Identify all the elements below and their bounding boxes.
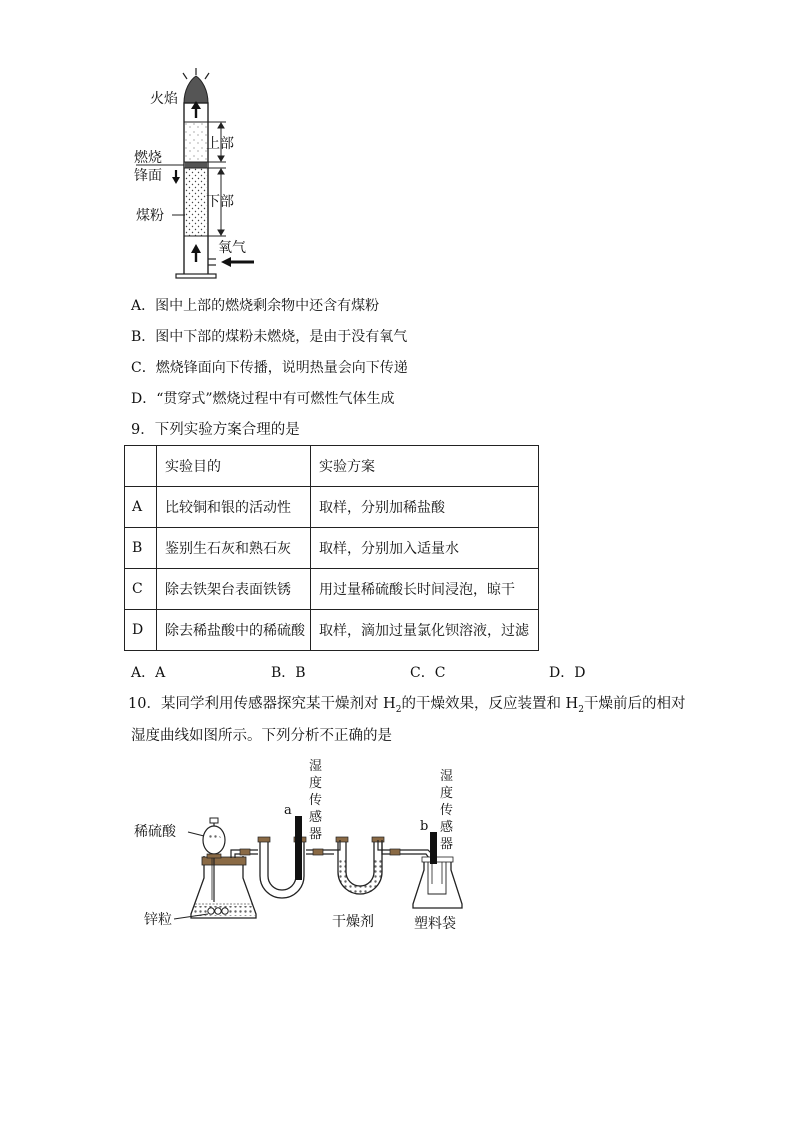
- sensor-a-char: 感: [309, 810, 323, 825]
- q10-stem-line2: 湿度曲线如图所示。下列分析不正确的是: [131, 728, 392, 744]
- sensor-b-char: 器: [440, 837, 454, 852]
- burning-front-band: [185, 162, 207, 168]
- table-cell: A: [125, 487, 157, 528]
- table-cell: 用过量稀硫酸长时间浸泡，晾干: [311, 569, 539, 610]
- q8-option-d: D．“贯穿式”燃烧过程中有可燃性气体生成: [131, 391, 395, 407]
- lower-label: 下部: [206, 194, 234, 210]
- q9-option-c: C．C: [410, 665, 446, 681]
- q9-experiment-table: [124, 445, 539, 651]
- table-header-cell: [125, 446, 157, 487]
- q10-stem-part2: 的干燥效果，反应装置和 H: [401, 696, 579, 712]
- table-cell: 比较铜和银的活动性: [157, 487, 311, 528]
- q8-option-a: A．图中上部的燃烧剩余物中还含有煤粉: [131, 298, 380, 314]
- subscript-2: 2: [578, 704, 584, 715]
- sensor-a-char: 传: [309, 793, 323, 808]
- table-cell: C: [125, 569, 157, 610]
- table-cell: 除去稀盐酸中的稀硫酸: [157, 610, 311, 651]
- table-row: [125, 528, 539, 569]
- sensor-a-char: 湿: [309, 759, 323, 774]
- q9-option-a: A．A: [131, 665, 166, 681]
- reaction-flask: [191, 856, 256, 918]
- sensor-a-char: 度: [309, 776, 323, 791]
- table-row: [125, 610, 539, 651]
- table-cell: D: [125, 610, 157, 651]
- coal-powder-label: 煤粉: [136, 208, 164, 224]
- table-header-cell: 实验目的: [157, 446, 311, 487]
- rubber-connector: [240, 849, 250, 855]
- desiccant-label: 干燥剂: [332, 914, 374, 930]
- table-row: [125, 569, 539, 610]
- table-cell: 取样，滴加过量氯化钡溶液，过滤: [311, 610, 539, 651]
- zinc-granules-label: 锌粒: [144, 912, 172, 928]
- q9-option-d: D．D: [549, 665, 586, 681]
- table-row: [125, 487, 539, 528]
- combustion-tube-figure: [128, 66, 268, 284]
- oxygen-label: 氧气: [218, 240, 246, 256]
- rubber-connector: [313, 849, 323, 855]
- drying-apparatus-figure: [128, 754, 468, 936]
- zinc-granules: [208, 908, 228, 914]
- sensor-b-char: 传: [440, 803, 454, 818]
- q10-stem-line1: [128, 695, 685, 719]
- q10-stem-part3: 干燥前后的相对: [583, 696, 686, 712]
- humidity-sensor-a: [295, 816, 302, 880]
- upper-region-fill: [185, 122, 207, 162]
- table-cell: B: [125, 528, 157, 569]
- table-header-cell: 实验方案: [311, 446, 539, 487]
- sensor-b-char: 感: [440, 820, 454, 835]
- sensor-a-letter: a: [284, 803, 292, 818]
- sensor-a-label: [309, 759, 322, 842]
- plastic-bag-flask: [413, 857, 462, 908]
- q9-stem: 9．下列实验方案合理的是: [131, 422, 300, 438]
- sensor-b-label: [440, 769, 453, 852]
- u-tube-stopper: [258, 837, 270, 842]
- oxygen-arrow-icon: [221, 257, 254, 267]
- sensor-b-char: 湿: [440, 769, 454, 784]
- q9-option-b: B．B: [271, 665, 306, 681]
- burning-front-label-line2: 锋面: [134, 168, 162, 184]
- oxygen-inlet: [208, 259, 216, 265]
- flame-shape: [184, 76, 208, 103]
- down-arrow-icon: [172, 170, 180, 184]
- table-cell: 取样，分别加入适量水: [311, 528, 539, 569]
- rubber-connector: [390, 849, 400, 855]
- burning-front-label-line1: 燃烧: [134, 150, 162, 166]
- table-cell: 除去铁架台表面铁锈: [157, 569, 311, 610]
- humidity-sensor-b: [430, 832, 437, 864]
- u-tube-desiccant: [334, 837, 384, 894]
- dilute-sulfuric-acid-label: 稀硫酸: [134, 824, 176, 840]
- plastic-bag-label: 塑料袋: [414, 916, 456, 932]
- q8-option-c: C．燃烧锋面向下传播，说明热量会向下传递: [131, 360, 408, 376]
- table-cell: 鉴别生石灰和熟石灰: [157, 528, 311, 569]
- tube-base: [176, 274, 216, 278]
- q10-stem-part1: 10．某同学利用传感器探究某干燥剂对 H: [128, 696, 396, 712]
- q8-option-b: B．图中下部的煤粉未燃烧，是由于没有氧气: [131, 329, 408, 345]
- coal-powder-fill: [185, 168, 207, 236]
- upper-label: 上部: [206, 136, 234, 152]
- flame-label: 火焰: [150, 91, 178, 107]
- subscript-2: 2: [395, 704, 402, 715]
- sensor-a-char: 器: [309, 827, 323, 842]
- table-cell: 取样，分别加稀盐酸: [311, 487, 539, 528]
- table-header-row: [125, 446, 539, 487]
- sensor-b-letter: b: [420, 819, 429, 834]
- sensor-b-char: 度: [440, 786, 454, 801]
